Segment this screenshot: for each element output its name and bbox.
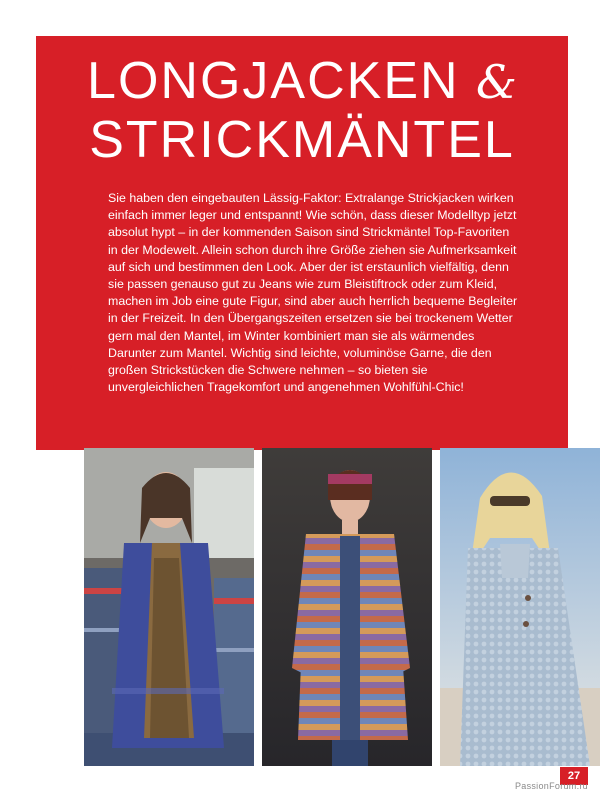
photo-blue-longjacke [84,448,254,766]
photo-blue-strickmantel [440,448,600,766]
photo-striped-cardigan [262,448,432,766]
title-line-1: LONGJACKEN [87,52,460,110]
title-line-2: STRICKMÄNTEL [89,111,515,169]
title-ampersand: & [476,55,517,109]
page-number: 27 [560,767,588,785]
intro-paragraph: Sie haben den eingebauten Lässig-Faktor: Extralange Strickjacken wirken einfach immer leger und entspannt! Wie schön, dass dieser Modelltyp jetzt absolut hypt – in der kommenden Saison sind Strickmäntel Top-Favoriten in der Modewelt. Allein schon durch ihre Größe ziehen sie Aufmerksamkeit auf sich und bestimmen den Look. Aber der ist erstaunlich vielfältig, denn sie passen genauso gut zu Jeans wie zum Bleistiftrock oder zum Kleid, machen im Job eine gute Figur, sind aber auch herrlich bequeme Begleiter in der Freizeit. In den Übergangszeiten ersetzen sie bei trockenem Wetter gern mal den Mantel, im Winter kombiniert man sie als wärmendes Darunter zum Mantel. Wichtig sind leichte, voluminöse Garne, die den großen Strickstücken die Schwere nehmen – so bieten sie unvergleichlichen Tragekomfort und angenehmen Wohlfühl-Chic! [108,191,518,395]
watermark: PassionForum.ru [514,781,588,791]
page-title [36,52,568,169]
